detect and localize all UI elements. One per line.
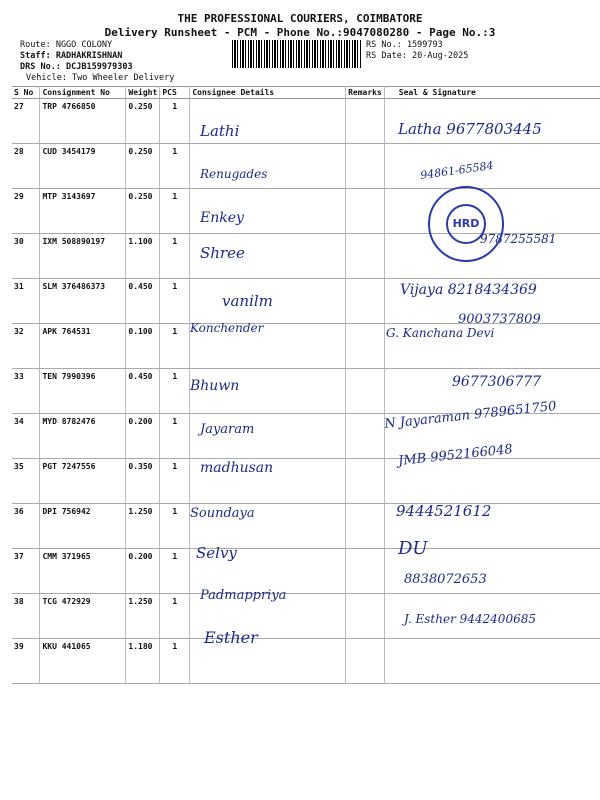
remarks-cell	[346, 144, 385, 189]
table-row	[12, 189, 600, 234]
remarks-cell	[346, 324, 385, 369]
remarks-cell	[346, 414, 385, 459]
runsheet-subtitle: Delivery Runsheet - PCM - Phone No.:9047080280 - Page No.:3	[104, 26, 496, 39]
handwritten-name: Selvy	[196, 544, 237, 562]
stamp-center-text: HRD	[446, 204, 486, 244]
serial-number-cell: 32	[12, 324, 40, 369]
remarks-cell	[346, 594, 385, 639]
pieces-cell: 1	[160, 459, 190, 504]
consignment-number-cell: MYD 8782476	[40, 414, 126, 459]
remarks-cell	[346, 189, 385, 234]
pieces-cell: 1	[160, 369, 190, 414]
weight-cell: 1.250	[126, 504, 160, 549]
handwritten-name: Bhuwn	[190, 378, 240, 394]
serial-number-cell: 28	[12, 144, 40, 189]
drs-text: DRS No.: DCJB159979303	[20, 62, 133, 72]
pieces-cell: 1	[160, 234, 190, 279]
consignment-number-cell: DPI 756942	[40, 504, 126, 549]
serial-number-cell: 35	[12, 459, 40, 504]
weight-cell: 0.250	[126, 189, 160, 234]
table-row	[12, 549, 600, 594]
table-row	[12, 459, 600, 504]
handwritten-signature: 9787255581	[480, 232, 557, 246]
table-row	[12, 324, 600, 369]
table-row	[12, 639, 600, 684]
staff-text: Staff: RADHAKRISHNAN	[20, 51, 123, 61]
handwritten-name: Soundaya	[190, 506, 255, 521]
weight-cell: 0.200	[126, 549, 160, 594]
handwritten-signature: 9003737809	[458, 312, 541, 327]
pieces-cell: 1	[160, 99, 190, 144]
handwritten-name: Jayaram	[200, 422, 255, 437]
remarks-cell	[346, 279, 385, 324]
handwritten-signature: N Jayaraman 9789651750	[383, 399, 558, 432]
route-text: Route: NGGO COLONY	[20, 40, 113, 50]
handwritten-signature: JMB 9952166048	[397, 442, 514, 469]
handwritten-name: Konchender	[190, 321, 264, 335]
company-seal-stamp	[428, 186, 504, 262]
company-title: THE PROFESSIONAL COURIERS, COIMBATORE	[177, 12, 423, 25]
serial-number-cell: 33	[12, 369, 40, 414]
consignee-cell	[190, 144, 346, 189]
handwritten-signature: 8838072653	[404, 572, 487, 587]
serial-number-cell: 29	[12, 189, 40, 234]
handwritten-signature: DU	[398, 538, 428, 559]
col-signature: Seal & Signature	[384, 87, 600, 99]
consignment-number-cell: KKU 441065	[40, 639, 126, 684]
remarks-cell	[346, 459, 385, 504]
weight-cell: 1.180	[126, 639, 160, 684]
pieces-cell: 1	[160, 324, 190, 369]
remarks-cell	[346, 504, 385, 549]
col-consignment: Consignment No	[40, 87, 126, 99]
weight-cell: 0.250	[126, 99, 160, 144]
barcode	[232, 40, 362, 68]
consignment-number-cell: SLM 376486373	[40, 279, 126, 324]
weight-cell: 0.100	[126, 324, 160, 369]
serial-number-cell: 37	[12, 549, 40, 594]
handwritten-signature: 94861-65584	[419, 158, 495, 183]
remarks-cell	[346, 639, 385, 684]
handwritten-signature: J. Esther 9442400685	[404, 612, 536, 626]
handwritten-name: Padmappriya	[200, 588, 287, 603]
handwritten-signature: Vijaya 8218434369	[400, 282, 537, 298]
weight-cell: 0.200	[126, 414, 160, 459]
remarks-cell	[346, 369, 385, 414]
consignment-number-cell: MTP 3143697	[40, 189, 126, 234]
rs-date: RS Date: 20-Aug-2025	[366, 51, 469, 61]
table-row	[12, 144, 600, 189]
pieces-cell: 1	[160, 549, 190, 594]
pieces-cell: 1	[160, 504, 190, 549]
pieces-cell: 1	[160, 414, 190, 459]
handwritten-name: Renugades	[200, 167, 268, 181]
pieces-cell: 1	[160, 594, 190, 639]
handwritten-name: Enkey	[200, 210, 244, 226]
consignment-number-cell: TEN 7990396	[40, 369, 126, 414]
weight-cell: 0.450	[126, 369, 160, 414]
serial-number-cell: 39	[12, 639, 40, 684]
handwritten-signature: 9677306777	[452, 374, 542, 390]
col-remarks: Remarks	[346, 87, 385, 99]
col-sno: S No	[12, 87, 40, 99]
weight-cell: 0.250	[126, 144, 160, 189]
consignment-number-cell: APK 764531	[40, 324, 126, 369]
serial-number-cell: 34	[12, 414, 40, 459]
rs-number: RS No.: 1599793	[366, 40, 443, 50]
handwritten-name: Esther	[204, 628, 258, 647]
table-row	[12, 504, 600, 549]
consignment-number-cell: IXM 508890197	[40, 234, 126, 279]
remarks-cell	[346, 234, 385, 279]
serial-number-cell: 36	[12, 504, 40, 549]
col-consignee: Consignee Details	[190, 87, 346, 99]
weight-cell: 0.450	[126, 279, 160, 324]
pieces-cell: 1	[160, 144, 190, 189]
consignment-number-cell: CMM 371965	[40, 549, 126, 594]
pieces-cell: 1	[160, 189, 190, 234]
handwritten-name: vanilm	[222, 292, 273, 310]
handwritten-name: Lathi	[200, 122, 240, 140]
vehicle-text: Vehicle: Two Wheeler Delivery	[26, 73, 175, 83]
col-weight: Weight	[126, 87, 160, 99]
pieces-cell: 1	[160, 279, 190, 324]
handwritten-name: madhusan	[200, 460, 274, 476]
handwritten-signature: G. Kanchana Devi	[386, 326, 495, 340]
consignment-number-cell: TRP 4766850	[40, 99, 126, 144]
serial-number-cell: 27	[12, 99, 40, 144]
serial-number-cell: 30	[12, 234, 40, 279]
remarks-cell	[346, 549, 385, 594]
handwritten-name: Shree	[200, 244, 245, 262]
serial-number-cell: 38	[12, 594, 40, 639]
pieces-cell: 1	[160, 639, 190, 684]
weight-cell: 1.250	[126, 594, 160, 639]
consignment-number-cell: TCG 472929	[40, 594, 126, 639]
remarks-cell	[346, 99, 385, 144]
col-pcs: PCS	[160, 87, 190, 99]
handwritten-signature: Latha 9677803445	[398, 120, 542, 138]
handwritten-signature: 9444521612	[396, 502, 492, 520]
signature-cell	[384, 639, 600, 684]
consignment-number-cell: PGT 7247556	[40, 459, 126, 504]
weight-cell: 1.100	[126, 234, 160, 279]
weight-cell: 0.350	[126, 459, 160, 504]
table-header	[12, 87, 600, 99]
serial-number-cell: 31	[12, 279, 40, 324]
consignment-number-cell: CUD 3454179	[40, 144, 126, 189]
